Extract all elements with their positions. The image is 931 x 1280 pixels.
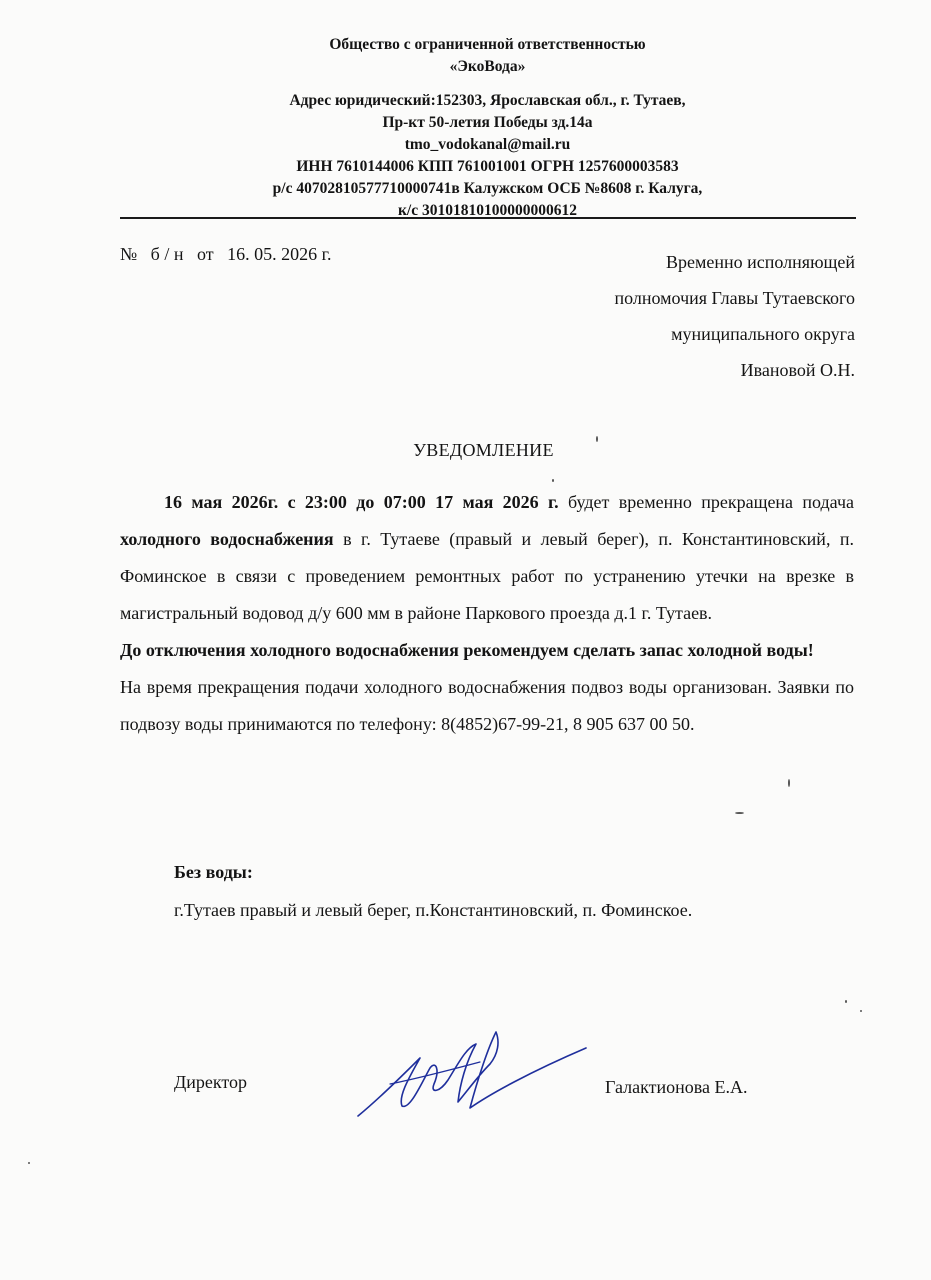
water-delivery-info: На время прекращения подачи холодного водоснабжения подвоз воды организован. Заявки по подвозу воды принимаются по телефону: 8(4852)67-99-21, 8 905 637 00 50. (120, 677, 854, 734)
scan-speck (735, 812, 744, 814)
document-title: УВЕДОМЛЕНИЕ (413, 440, 554, 460)
scan-speck (845, 1000, 847, 1003)
company-name: «ЭкоВода» (449, 58, 526, 75)
signer-name: Галактионова Е.А. (605, 1077, 748, 1097)
notice-paragraph (120, 484, 854, 632)
notice-bold-text: холодного водоснабжения (120, 529, 334, 549)
legal-address: Адрес юридический:152303, Ярославская обл., г. Тутаев, (289, 92, 686, 109)
legal-address-street: Пр-кт 50-летия Победы зд.14а (382, 114, 593, 131)
addressee-line: муниципального округа (671, 324, 855, 344)
scan-speck (28, 1162, 30, 1164)
affected-areas-label: Без воды: (174, 862, 253, 882)
letterhead-divider (120, 217, 856, 219)
addressee-line: Временно исполняющей (666, 252, 855, 272)
company-email: tmo_vodokanal@mail.ru (404, 136, 571, 153)
addressee-name: Ивановой О.Н. (740, 360, 855, 380)
notice-text: будет временно прекращена подача (558, 492, 854, 512)
notice-text: в г. Тутаеве (правый и левый берег), п. Константиновский, п. Фоминское в связи с проведением ремонтных работ по устранению утечки на врезке в магистральный водовод д/у 600 мм в районе Паркового проезда д.1 г. Тутаев. (120, 529, 854, 623)
company-tax-ids: ИНН 7610144006 КПП 761001001 ОГРН 1257600003583 (296, 158, 679, 175)
affected-areas-block (174, 853, 692, 929)
recommendation: До отключения холодного водоснабжения рекомендуем сделать запас холодной воды! (120, 640, 814, 660)
outage-dates: 16 мая 2026г. с 23:00 до 07:00 17 мая 2026 г. (164, 492, 559, 512)
signer-position: Директор (174, 1072, 248, 1092)
company-type: Общество с ограниченной ответственностью (329, 36, 646, 53)
scan-speck (596, 436, 598, 442)
document-number: № б / н от 16. 05. 2026 г. (120, 244, 332, 264)
scan-speck (788, 779, 790, 787)
letterhead (120, 34, 855, 222)
notice-body (120, 484, 854, 743)
scan-speck (860, 1010, 862, 1012)
correspondent-account: к/с 30101810100000000612 (398, 202, 577, 219)
bank-account: р/с 40702810577710000741в Калужском ОСБ №8608 г. Калуга, (272, 180, 703, 197)
addressee-block (615, 244, 856, 388)
addressee-line: полномочия Главы Тутаевского (614, 288, 855, 308)
affected-areas-list: г.Тутаев правый и левый берег, п.Константиновский, п. Фоминское. (174, 900, 693, 920)
scan-speck (552, 479, 554, 482)
handwritten-signature (350, 1018, 590, 1128)
